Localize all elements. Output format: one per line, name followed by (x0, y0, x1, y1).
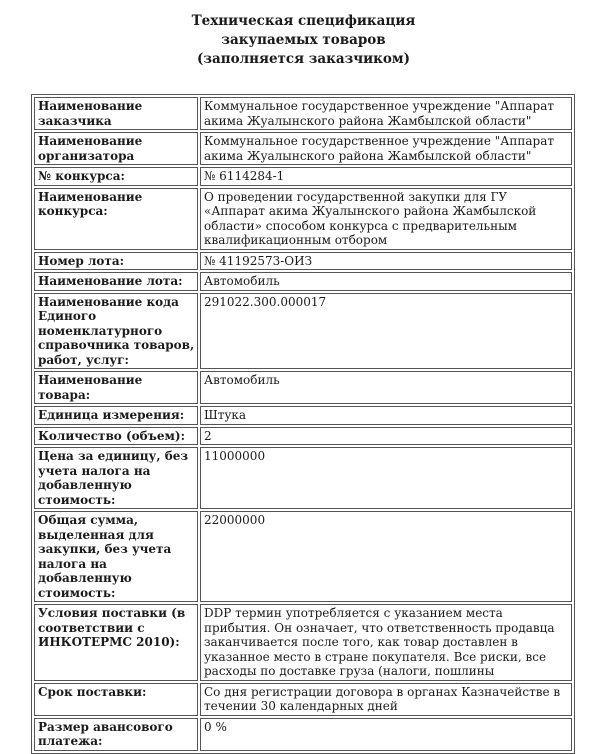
title-line-2: закупаемых товаров (221, 32, 386, 48)
row-label: Количество (объем): (34, 427, 198, 446)
row-label: Наименование товара: (34, 371, 198, 404)
title-line-3: (заполняется заказчиком) (196, 51, 411, 67)
table-row-total-sum (34, 511, 572, 602)
row-label: Наименование лота: (34, 272, 198, 291)
row-label: Цена за единицу, без учета налога на добавленную стоимость: (34, 447, 198, 509)
table-row-product-name (34, 371, 572, 404)
table-row-lot-name (34, 272, 572, 291)
table-row-catalog-code (34, 293, 572, 370)
row-label: Размер авансового платежа: (34, 718, 198, 751)
row-label: Общая сумма, выделенная для закупки, без учета налога на добавленную стоимость: (34, 511, 198, 602)
table-row-contest-name (34, 188, 572, 250)
table-row-unit (34, 406, 572, 425)
row-value: Автомобиль (200, 371, 572, 404)
specification-table (31, 94, 575, 754)
table-row-delivery-terms (34, 604, 572, 681)
table-row-lot-number (34, 252, 572, 271)
row-value: 291022.300.000017 (200, 293, 572, 370)
row-value: № 41192573-ОИЗ (200, 252, 572, 271)
row-label: Условия поставки (в соответствии с ИНКОТЕРМС 2010): (34, 604, 198, 681)
row-label: Единица измерения: (34, 406, 198, 425)
table-row-organizer (34, 132, 572, 165)
row-value: 22000000 (200, 511, 572, 602)
table-row-delivery-period (34, 683, 572, 716)
row-label: Наименование организатора (34, 132, 198, 165)
row-value: Со дня регистрации договора в органах Казначействе в течении 30 календарных дней (200, 683, 572, 716)
row-value: Коммунальное государственное учреждение "Аппарат акима Жуалынского района Жамбылской области" (200, 97, 572, 130)
row-value: О проведении государственной закупки для ГУ «Аппарат акима Жуалынского района Жамбылской области» способом конкурса с предварительным квалификационным отбором (200, 188, 572, 250)
row-label: Наименование конкурса: (34, 188, 198, 250)
document-title (0, 12, 607, 69)
title-line-1: Техническая спецификация (191, 13, 416, 29)
row-value: 0 % (200, 718, 572, 751)
row-label: Срок поставки: (34, 683, 198, 716)
table-row-advance-payment (34, 718, 572, 751)
table-row-quantity (34, 427, 572, 446)
row-value: DDP термин употребляется с указанием места прибытия. Он означает, что ответственность продавца заканчивается после того, как товар доставлен в указанное место в стране покупателя. Все риски, все расходы по доставке груза (налоги, пошлины (200, 604, 572, 681)
row-value: № 6114284-1 (200, 167, 572, 186)
table-row-customer (34, 97, 572, 130)
row-value: 2 (200, 427, 572, 446)
row-value: Штука (200, 406, 572, 425)
row-label: № конкурса: (34, 167, 198, 186)
row-label: Наименование заказчика (34, 97, 198, 130)
row-label: Наименование кода Единого номенклатурного справочника товаров, работ, услуг: (34, 293, 198, 370)
row-label: Номер лота: (34, 252, 198, 271)
table-row-unit-price (34, 447, 572, 509)
row-value: Автомобиль (200, 272, 572, 291)
table-row-contest-number (34, 167, 572, 186)
row-value: Коммунальное государственное учреждение "Аппарат акима Жуалынского района Жамбылской области" (200, 132, 572, 165)
row-value: 11000000 (200, 447, 572, 509)
